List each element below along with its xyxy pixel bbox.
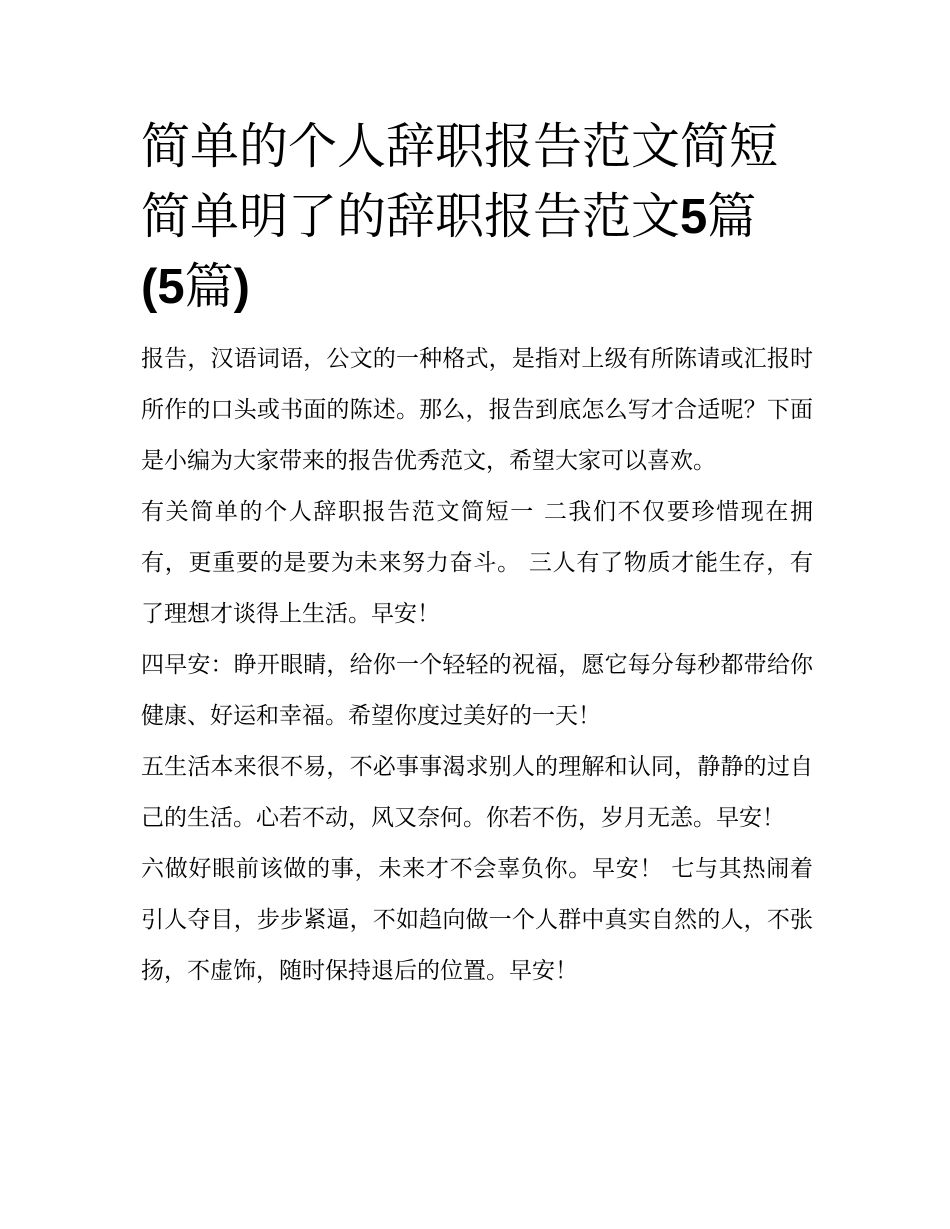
paragraph-intro: 报告，汉语词语，公文的一种格式，是指对上级有所陈请或汇报时所作的口头或书面的陈述。那么，报告到底怎么写才合适呢？下面是小编为大家带来的报告优秀范文，希望大家可以喜欢。 [141, 346, 813, 474]
paragraph-2: 四早安：睁开眼睛，给你一个轻轻的祝福，愿它每分每秒都带给你健康、好运和幸福。希望你度过美好的一天！ [141, 652, 813, 729]
paragraph-4: 六做好眼前该做的事，未来才不会辜负你。早安！ 七与其热闹着引人夺目，步步紧逼，不如趋向做一个人群中真实自然的人，不张扬，不虚饰，随时保持退后的位置。早安！ [141, 856, 813, 984]
title-line-3-open: (5 [141, 260, 185, 314]
document-page [141, 112, 813, 997]
title-line-2-number: 5 [680, 190, 708, 244]
title-line-1: 简单的个人辞职报告范文简短 [141, 118, 779, 175]
title-line-3-close: ) [233, 260, 250, 314]
title-line-2-suffix: 篇 [707, 188, 757, 245]
paragraph-1: 有关简单的个人辞职报告范文简短一 二我们不仅要珍惜现在拥有，更重要的是要为未来努力奋斗。 三人有了物质才能生存，有了理想才谈得上生活。早安！ [141, 499, 813, 627]
paragraph-3: 五生活本来很不易，不必事事渴求别人的理解和认同，静静的过自己的生活。心若不动，风又奈何。你若不伤，岁月无恙。早安！ [141, 754, 813, 831]
title-line-2-prefix: 简单明了的辞职报告范文 [141, 188, 681, 245]
document-title [141, 112, 813, 322]
title-line-3-mid: 篇 [184, 258, 234, 315]
